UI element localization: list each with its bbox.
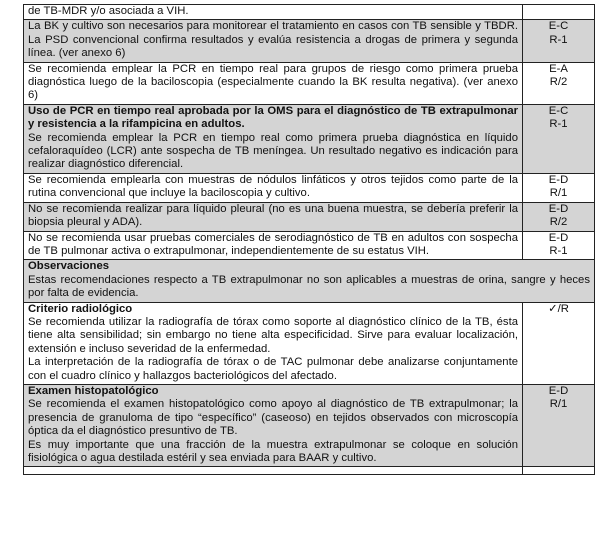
recommendation-text: Se recomienda emplear la PCR en tiempo real como primera prueba diagnóstica en líquido cefaloraquídeo (LCR) ante sospecha de TB meníngea. Un resultado negativo es indicación para realizar diagnóstico diferencial. bbox=[28, 131, 518, 171]
recommendation-text: La interpretación de la radiografía de tórax o de TAC pulmonar debe analizarse conjuntamente con el cuadro clínico y hallazgos bacteriológicos del afectado. bbox=[28, 356, 518, 382]
evidence-cell bbox=[523, 104, 595, 173]
recommendation-grade: R/2 bbox=[549, 216, 568, 229]
recommendation-cell bbox=[24, 104, 523, 173]
section-heading: Uso de PCR en tiempo real aprobada por la OMS para el diagnóstico de TB extrapulmonar y resistencia a la rifampicina en adultos. bbox=[28, 104, 518, 131]
table-row bbox=[24, 302, 595, 384]
evidence-cell bbox=[523, 384, 595, 466]
recommendation-cell bbox=[24, 62, 523, 104]
recommendation-grade: R/1 bbox=[549, 398, 568, 411]
recommendation-text: de TB-MDR y/o asociada a VIH. bbox=[28, 5, 189, 17]
evidence-cell bbox=[523, 173, 595, 202]
section-heading: Criterio radiológico bbox=[28, 302, 133, 315]
table-row bbox=[24, 62, 595, 104]
recommendation-cell bbox=[24, 302, 523, 384]
evidence-level: E-D bbox=[548, 202, 569, 215]
recommendation-cell bbox=[24, 5, 523, 20]
recommendation-text: Se recomienda utilizar la radiografía de tórax como soporte al diagnóstico clínico de la TB, ésta tiene alta sensibilidad; sin embargo no tiene alta especificidad. Sirve para evaluar localización, extensión e incluso severidad de la enfermedad. bbox=[28, 315, 518, 355]
table-row bbox=[24, 5, 595, 20]
recommendation-grade: R-1 bbox=[549, 33, 568, 46]
evidence-cell bbox=[523, 20, 595, 62]
recommendation-cell bbox=[24, 20, 523, 62]
recommendation-grade: R-1 bbox=[549, 244, 568, 257]
recommendation-text: No se recomienda realizar para líquido pleural (no es una buena muestra, se debería preferir la biopsia pleural y ADA). bbox=[28, 202, 518, 229]
evidence-level: E-D bbox=[548, 173, 569, 186]
table-row bbox=[24, 173, 595, 202]
recommendation-text: Se recomienda emplearla con muestras de nódulos linfáticos y otros tejidos como parte de la rutina convencional que incluye la baciloscopia y cultivo. bbox=[28, 173, 518, 200]
table-row bbox=[24, 202, 595, 231]
section-heading: Examen histopatológico bbox=[28, 384, 159, 397]
evidence-cell bbox=[523, 231, 595, 260]
observations-text: Estas recomendaciones respecto a TB extrapulmonar no son aplicables a muestras de orina, sangre y heces por falta de evidencia. bbox=[28, 273, 590, 300]
table-row bbox=[24, 260, 595, 302]
recommendation-cell bbox=[24, 467, 523, 475]
recommendation-grade: R/2 bbox=[549, 76, 568, 89]
table-row bbox=[24, 104, 595, 173]
evidence-level: ✓/R bbox=[548, 302, 569, 315]
evidence-cell bbox=[523, 202, 595, 231]
recommendation-text: Se recomienda el examen histopatológico como apoyo al diagnóstico de TB extrapulmonar; la presencia de granuloma de tipo “específico” (caseoso) en tejidos observados con microscopía óptica da el diagnóstico presuntivo de TB. bbox=[28, 398, 518, 438]
section-heading: Observaciones bbox=[28, 260, 110, 273]
evidence-cell bbox=[523, 302, 595, 384]
evidence-cell bbox=[523, 62, 595, 104]
evidence-level: E-D bbox=[548, 384, 569, 397]
recommendation-cell bbox=[24, 173, 523, 202]
evidence-cell bbox=[523, 5, 595, 20]
recommendation-grade: R/1 bbox=[549, 187, 568, 200]
recommendation-text: Se recomienda emplear la PCR en tiempo real para grupos de riesgo como primera prueba diagnóstica luego de la baciloscopia (especialmente cuando la BK resulta negativa). (ver anexo 6) bbox=[28, 62, 518, 102]
table-row bbox=[24, 20, 595, 62]
evidence-cell bbox=[523, 467, 595, 475]
evidence-level: E-A bbox=[549, 62, 568, 75]
recommendation-text: No se recomienda usar pruebas comerciales de serodiagnóstico de TB en adultos con sospecha de TB pulmonar activa o extrapulmonar, independientemente de su estatus VIH. bbox=[28, 231, 518, 257]
table-row bbox=[24, 384, 595, 466]
evidence-level: E-D bbox=[548, 231, 569, 244]
recommendations-table bbox=[23, 4, 595, 475]
recommendation-cell bbox=[24, 384, 523, 466]
evidence-level: E-C bbox=[548, 104, 569, 117]
evidence-level: E-C bbox=[548, 20, 569, 33]
table-row bbox=[24, 467, 595, 475]
recommendation-cell bbox=[24, 231, 523, 260]
observations-cell bbox=[24, 260, 595, 302]
table-row bbox=[24, 231, 595, 260]
recommendation-grade: R-1 bbox=[549, 118, 568, 131]
recommendation-text: La BK y cultivo son necesarios para monitorear el tratamiento en casos con TB sensible y TBDR. La PSD convencional confirma resultados y evalúa resistencia a drogas de primera y segunda línea. (ver anexo 6) bbox=[28, 20, 518, 60]
recommendation-cell bbox=[24, 202, 523, 231]
recommendation-text: Es muy importante que una fracción de la muestra extrapulmonar se coloque en solución fisiológica o agua destilada estéril y sea enviada para BAAR y cultivo. bbox=[28, 438, 518, 464]
